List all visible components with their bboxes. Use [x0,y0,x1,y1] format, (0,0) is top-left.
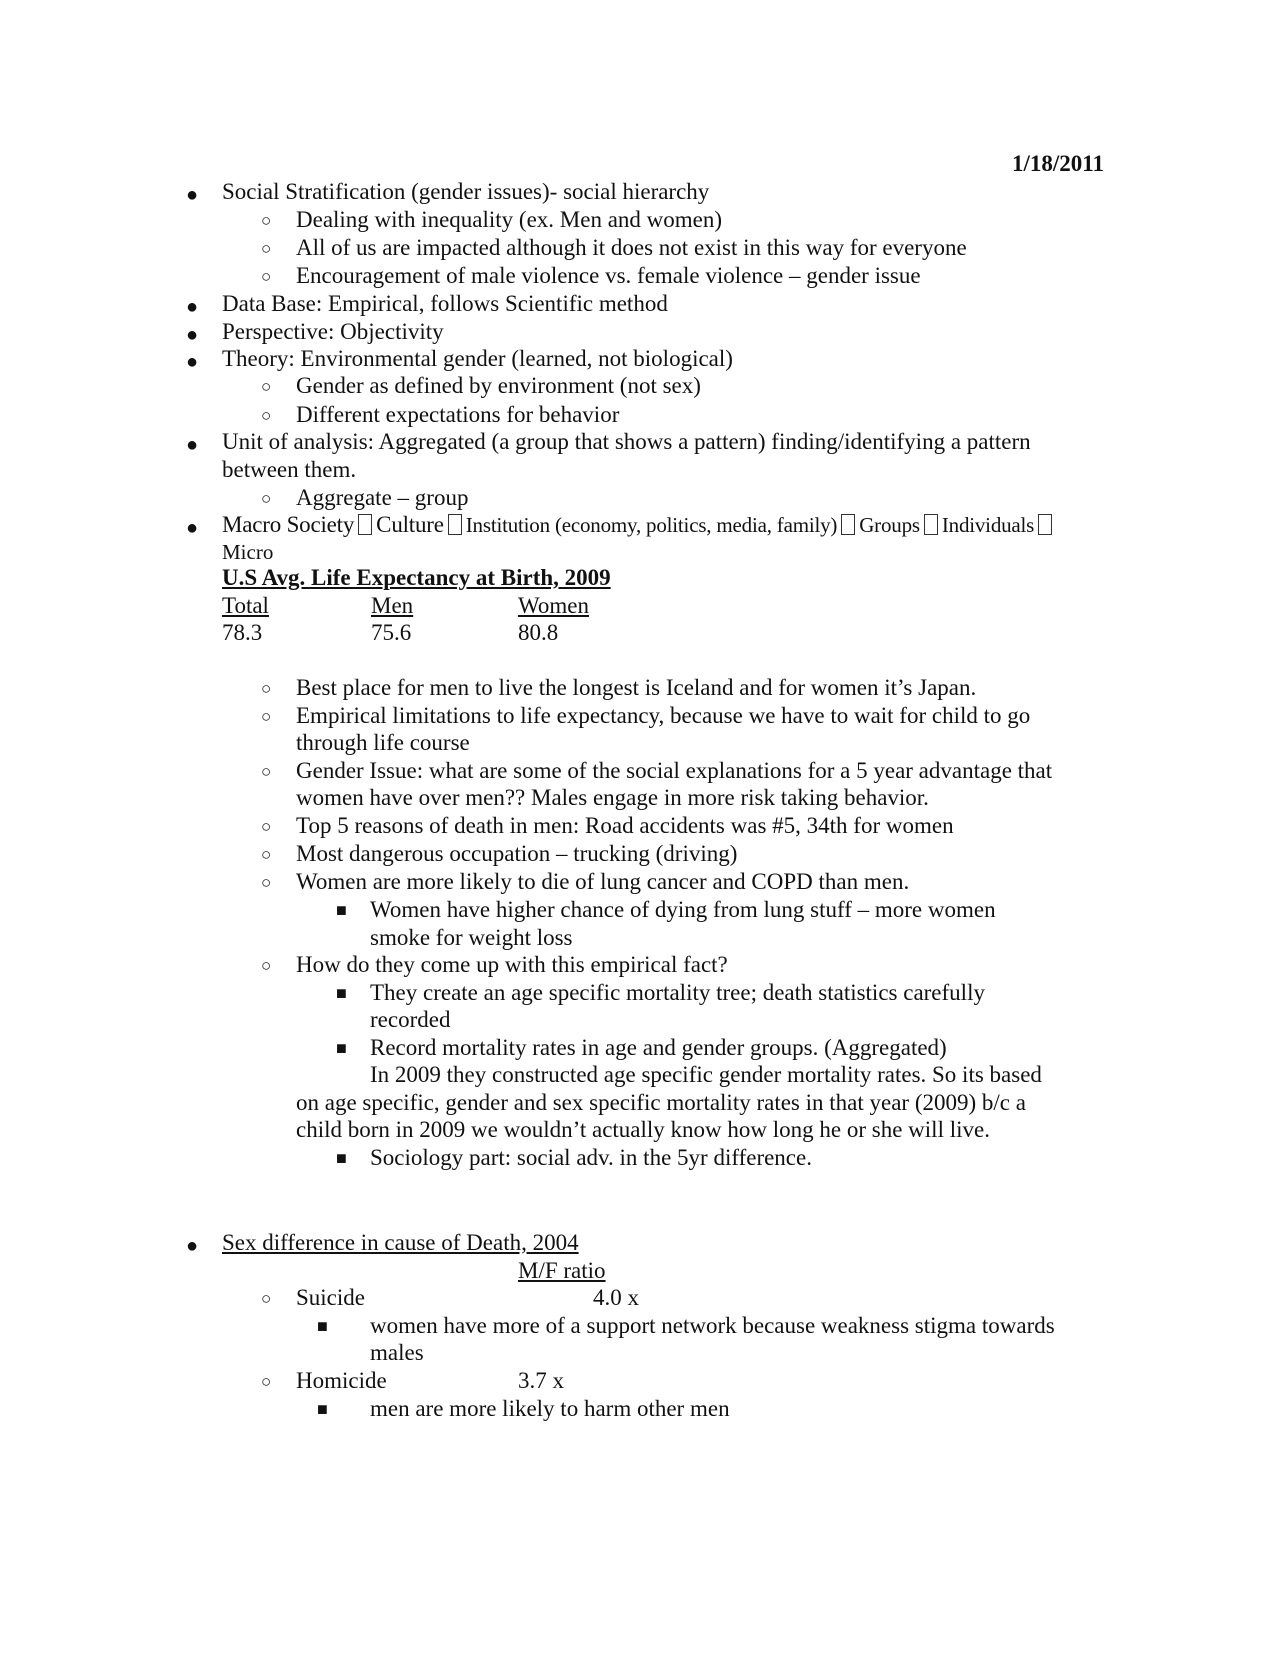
list-item: Dealing with inequality (ex. Men and women) [296,207,723,232]
bullet-level2: ○ [261,406,272,425]
table-header-total: Total [222,593,269,618]
macro-institution: Institution (economy, politics, media, family) [465,513,838,537]
unit-line-2: between them. [222,457,357,482]
macro-individuals: Individuals [941,513,1035,537]
missing-glyph-box [924,514,938,535]
missing-glyph-box [358,514,372,535]
bullet-level3: ■ [336,1148,347,1168]
list-item: All of us are impacted although it does not exist in this way for everyone [296,235,967,260]
perspective-line: Perspective: Objectivity [222,319,444,344]
bullet-level2: ○ [261,489,272,508]
bullet-level3: ■ [317,1316,328,1336]
list-item: Women are more likely to die of lung cancer and COPD than men. [296,869,910,894]
document-date: 1/18/2011 [1012,151,1105,176]
bullet-level2: ○ [261,239,272,258]
bullet-level2: ○ [261,1289,272,1308]
sub-item: Record mortality rates in age and gender groups. (Aggregated) [370,1035,947,1060]
missing-glyph-box [841,514,855,535]
missing-glyph-box [1038,514,1052,535]
suicide-label: Suicide [296,1285,365,1310]
sub-item: men are more likely to harm other men [370,1396,730,1421]
table-value-women: 80.8 [518,620,559,645]
missing-glyph-box [448,514,462,535]
list-item: Different expectations for behavior [296,402,620,427]
bullet-level3: ■ [336,983,347,1003]
stratification-heading: Social Stratification (gender issues)- social hierarchy [222,179,710,204]
unit-line-1: Unit of analysis: Aggregated (a group that shows a pattern) finding/identifying a pattern [222,429,1031,454]
bullet-level2: ○ [261,1372,272,1391]
bullet-level1: ● [186,351,199,373]
sub-item-continued: males [370,1340,424,1365]
sub-item-continued: recorded [370,1007,451,1032]
list-item: How do they come up with this empirical fact? [296,952,728,977]
bullet-level2: ○ [261,956,272,975]
bullet-level2: ○ [261,267,272,286]
bullet-level2: ○ [261,679,272,698]
sub-item: Women have higher chance of dying from lung stuff – more women [370,897,996,922]
homicide-ratio: 3.7 x [518,1368,564,1393]
macro-line [222,511,1052,539]
macro-society: Macro Society [222,512,355,537]
bullet-level2: ○ [261,845,272,864]
macro-groups: Groups [859,513,920,537]
sub-item: women have more of a support network because weakness stigma towards [370,1313,1055,1338]
table-value-men: 75.6 [371,620,412,645]
database-line: Data Base: Empirical, follows Scientific method [222,291,668,316]
homicide-label: Homicide [296,1368,387,1393]
bullet-level2: ○ [261,817,272,836]
bullet-level1: ● [186,517,199,539]
table-header-women: Women [518,593,589,618]
table-header-men: Men [371,593,414,618]
suicide-ratio: 4.0 x [593,1285,639,1310]
list-item: Top 5 reasons of death in men: Road accidents was #5, 34th for women [296,813,954,838]
bullet-level2: ○ [261,873,272,892]
ratio-header: M/F ratio [518,1258,606,1283]
sub-item: Sociology part: social adv. in the 5yr difference. [370,1145,812,1170]
bullet-level1: ● [186,1235,199,1257]
bullet-level3: ■ [336,1038,347,1058]
list-item-continued: through life course [296,730,470,755]
paragraph-line: In 2009 they constructed age specific gender mortality rates. So its based [370,1062,1042,1087]
list-item: Gender as defined by environment (not sex) [296,373,701,398]
list-item: Aggregate – group [296,485,469,510]
bullet-level1: ● [186,434,199,456]
bullet-level1: ● [186,296,199,318]
list-item: Most dangerous occupation – trucking (driving) [296,841,738,866]
bullet-level2: ○ [261,762,272,781]
bullet-level3: ■ [317,1399,328,1419]
table-value-total: 78.3 [222,620,263,645]
theory-heading: Theory: Environmental gender (learned, not biological) [222,346,733,371]
list-item: Empirical limitations to life expectancy, because we have to wait for child to go [296,703,1031,728]
bullet-level3: ■ [336,900,347,920]
list-item: Best place for men to live the longest is Iceland and for women it’s Japan. [296,675,977,700]
sub-item-continued: smoke for weight loss [370,925,573,950]
bullet-level2: ○ [261,707,272,726]
life-table-title: U.S Avg. Life Expectancy at Birth, 2009 [222,565,611,590]
macro-culture: Culture [376,512,444,537]
sub-item: They create an age specific mortality tree; death statistics carefully [370,980,985,1005]
bullet-level1: ● [186,184,199,206]
macro-line-2: Micro [222,540,274,564]
bullet-level2: ○ [261,377,272,396]
list-item-continued: women have over men?? Males engage in more risk taking behavior. [296,785,929,810]
paragraph-line: child born in 2009 we wouldn’t actually know how long he or she will live. [296,1117,990,1142]
bullet-level2: ○ [261,211,272,230]
bullet-level1: ● [186,324,199,346]
paragraph-line: on age specific, gender and sex specific mortality rates in that year (2009) b/c a [296,1090,1026,1115]
list-item: Encouragement of male violence vs. female violence – gender issue [296,263,921,288]
list-item: Gender Issue: what are some of the social explanations for a 5 year advantage that [296,758,1053,783]
death-heading: Sex difference in cause of Death, 2004 [222,1230,579,1255]
